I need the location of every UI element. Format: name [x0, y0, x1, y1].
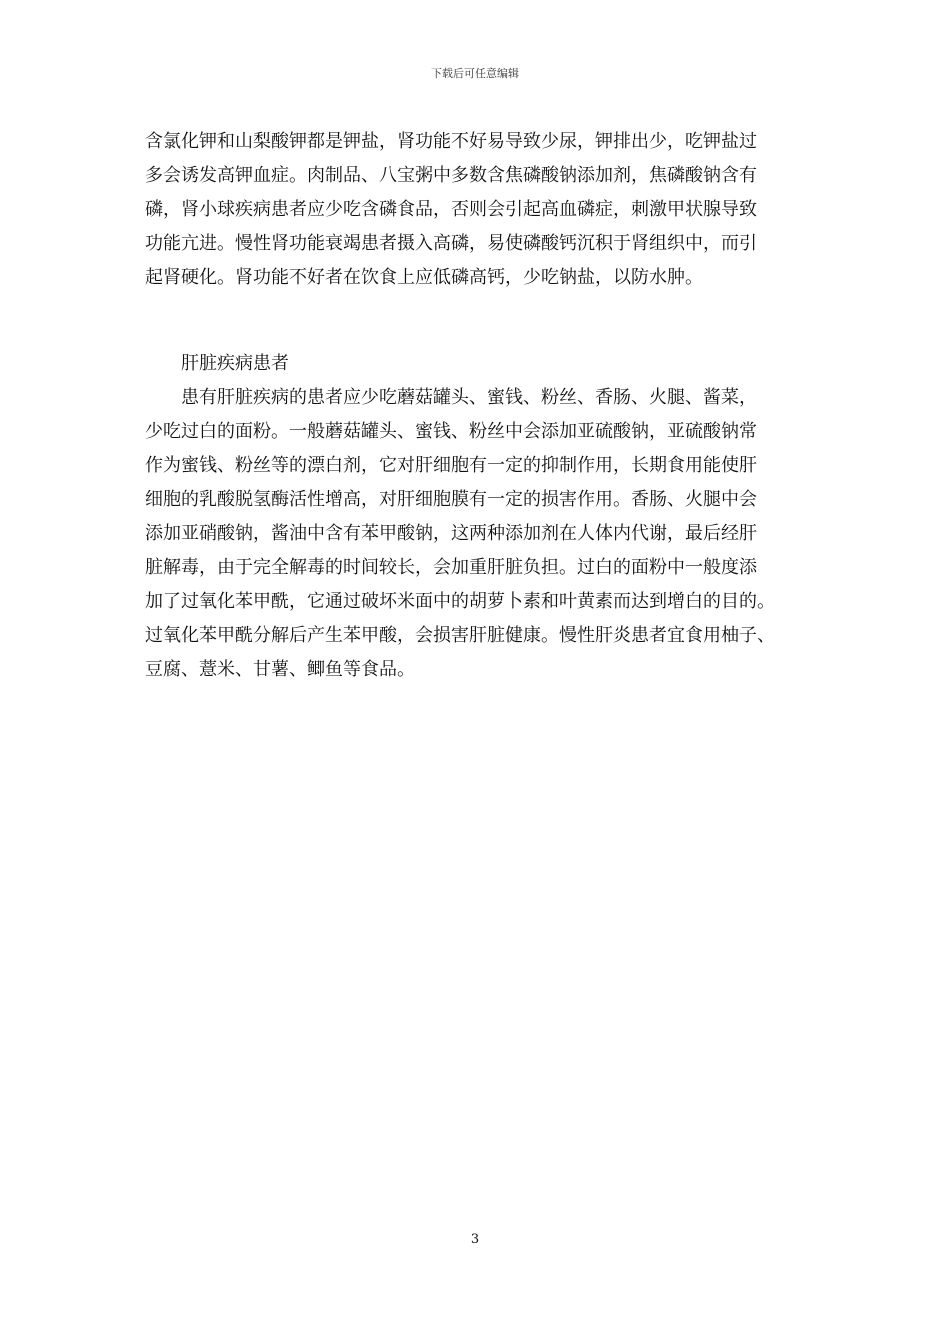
paragraph-line: 细胞的乳酸脱氢酶活性增高，对肝细胞膜有一定的损害作用。香肠、火腿中会 [145, 489, 757, 510]
paragraph-line: 加了过氧化苯甲酰，它通过破坏米面中的胡萝卜素和叶黄素而达到增白的目的。 [145, 591, 775, 612]
paragraph-line: 豆腐、薏米、甘薯、鲫鱼等食品。 [145, 659, 415, 680]
paragraph-line: 多会诱发高钾血症。肉制品、八宝粥中多数含焦磷酸钠添加剂，焦磷酸钠含有 [145, 165, 757, 186]
paragraph-line: 添加亚硝酸钠，酱油中含有苯甲酸钠，这两种添加剂在人体内代谢，最后经肝 [145, 523, 757, 544]
section-heading-liver: 肝脏疾病患者 [181, 353, 289, 374]
paragraph-line: 起肾硬化。肾功能不好者在饮食上应低磷高钙，少吃钠盐，以防水肿。 [145, 267, 703, 288]
paragraph-line: 患有肝脏疾病的患者应少吃蘑菇罐头、蜜钱、粉丝、香肠、火腿、酱菜， [181, 387, 757, 408]
paragraph-line: 脏解毒，由于完全解毒的时间较长，会加重肝脏负担。过白的面粉中一般度添 [145, 557, 757, 578]
paragraph-kidney-diet [145, 125, 815, 295]
paragraph-line: 作为蜜钱、粉丝等的漂白剂，它对肝细胞有一定的抑制作用，长期食用能使肝 [145, 455, 757, 476]
paragraph-line: 含氯化钾和山梨酸钾都是钾盐，肾功能不好易导致少尿，钾排出少，吃钾盐过 [145, 131, 757, 152]
paragraph-line: 过氧化苯甲酰分解后产生苯甲酸，会损害肝脏健康。慢性肝炎患者宜食用柚子、 [145, 625, 775, 646]
page-header: 下载后可任意编辑 [431, 67, 519, 80]
paragraph-line: 少吃过白的面粉。一般蘑菇罐头、蜜钱、粉丝中会添加亚硫酸钠，亚硫酸钠常 [145, 421, 757, 442]
page-number: 3 [470, 1232, 480, 1247]
paragraph-liver-diet [145, 381, 815, 687]
paragraph-line: 磷，肾小球疾病患者应少吃含磷食品，否则会引起高血磷症，刺激甲状腺导致 [145, 199, 757, 220]
paragraph-line: 功能亢进。慢性肾功能衰竭患者摄入高磷，易使磷酸钙沉积于肾组织中，而引 [145, 233, 757, 254]
